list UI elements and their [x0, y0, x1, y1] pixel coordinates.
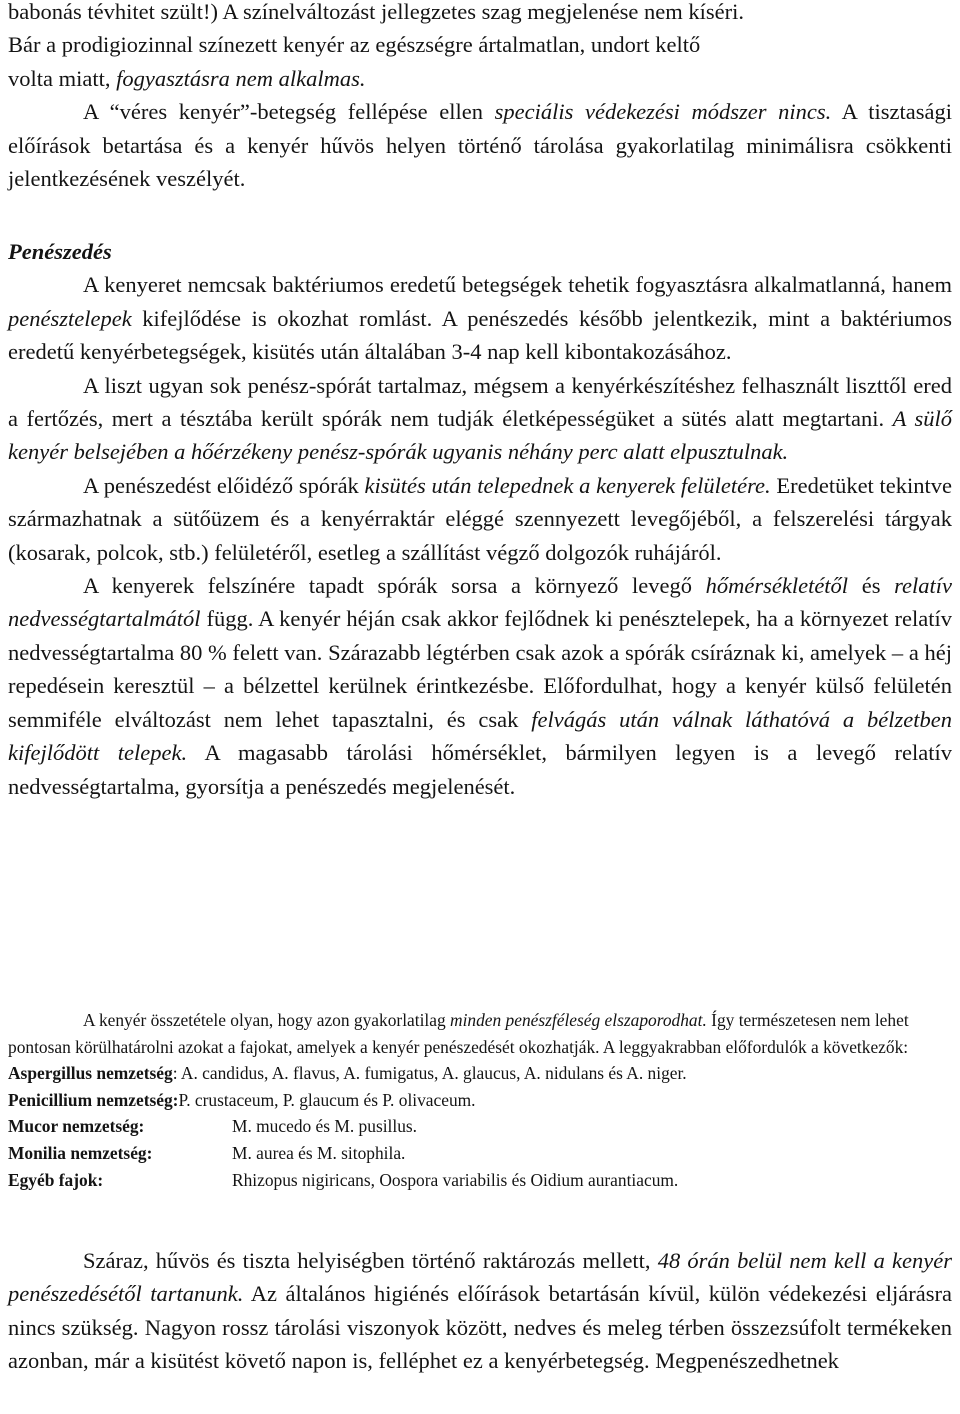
p2-text-c: kifejlődése is okozhat romlást. A penészedés később jelentkezik, mint a baktériumos eredetű kenyérbetegségek, kisütés után általában 3-4 nap kell kibontakozásához.: [8, 305, 952, 365]
intro-line-3b: fogyasztásra nem alkalmas.: [116, 65, 366, 91]
p1-text-c: A tisztasági előírások betartása és a kenyér hűvös helyen történő tárolása gyakorlatilag minimálisra csökkenti jelentkezésének veszélyét.: [8, 99, 952, 192]
p3-text-b: A sülő kenyér belsejében a hőérzékeny penész-spórák ugyanis néhány perc alatt elpusztulnak.: [8, 406, 952, 465]
species-note-block: [8, 1007, 952, 1193]
genus-species: P. crustaceum, P. glaucum és P. olivaceum.: [178, 1089, 476, 1110]
genus-species: M. mucedo és M. pusillus.: [232, 1116, 418, 1137]
paragraph-penesz-3: [8, 469, 952, 569]
storage-text-block: [8, 1244, 952, 1378]
intro-line-1: babonás tévhitet szült!) A színelváltozást jellegzetes szag megjelenése nem kíséri.: [8, 0, 744, 24]
genus-name: Mucor nemzetség:: [8, 1116, 145, 1137]
main-text-block: [8, 0, 952, 195]
genus-species: : A. candidus, A. flavus, A. fumigatus, A. glaucus, A. nidulans és A. niger.: [172, 1063, 687, 1084]
p5-text-e: függ. A kenyér héján csak akkor fejlődnek ki penésztelepek, ha a környezet relatív nedvességtartalma 80 % felett van. Szárazabb légtérben csak azok a spórák csíráznak ki, amelyek – a héj repedésein keresztül – a bélzettel kerülnek érintkezésbe. Előfordulhat, hogy a kenyér külső felületén semmiféle elváltozást nem lehet tapasztalni, és csak: [8, 606, 952, 732]
species-intro: [8, 1007, 952, 1060]
penesz-section: [8, 235, 952, 803]
genus-name: Aspergillus nemzetség: [8, 1063, 173, 1084]
paragraph-penesz-2: [8, 369, 952, 469]
p2-text-a: A kenyeret nemcsak baktériumos eredetű betegségek tehetik fogyasztásra alkalmatlanná, hanem: [83, 272, 952, 298]
intro-line-3a: volta miatt,: [8, 65, 117, 91]
p4-text-a: A penészedést előidéző spórák: [83, 472, 365, 498]
p5-text-f: felvágás után válnak láthatóvá a bélzetben kifejlődött telepek.: [8, 706, 952, 766]
genus-species: Rhizopus nigiricans, Oospora variabilis és Oidium aurantiacum.: [232, 1169, 679, 1190]
p3-text-a: A liszt ugyan sok penész-spórát tartalmaz, mégsem a kenyérkészítéshez felhasznált liszttől ered a fertőzés, mert a tésztába került spórák nem tudják életképességüket a sütés alatt megtartani.: [8, 372, 952, 432]
p1-text-a: A “véres kenyér”-betegség fellépése ellen: [83, 99, 495, 125]
p1-text-b: speciális védekezési módszer nincs.: [494, 99, 832, 125]
p5-text-d: relatív nedvességtartalmától: [8, 573, 953, 632]
section-heading: Penészedés: [8, 239, 112, 264]
intro-line-2: Bár a prodigiozinnal színezett kenyér az egészségre ártalmatlan, undort keltő: [8, 32, 701, 58]
genus-row-penicillium: [8, 1087, 952, 1114]
s1-text-b: minden penészféleség elszaporodhat.: [450, 1010, 707, 1030]
genus-row-mucor: [8, 1113, 952, 1140]
p5-text-g: A magasabb tárolási hőmérséklet, bármilyen legyen is a levegő relatív nedvességtartalma, gyorsítja a penészedés megjelenését.: [8, 740, 952, 799]
paragraph-penesz-4: [8, 569, 952, 803]
p4-text-c: Eredetüket tekintve származhatnak a sütőüzem és a kenyérraktár eléggé szennyezett levegőjéből, a felszerelési tárgyak (kosarak, polcok, stb.) felületéről, esetleg a szállítást végző dolgozók ruhájáról.: [8, 472, 953, 565]
s1-text-c: Így természetesen nem lehet pontosan körülhatárolni azokat a fajokat, amelyek a kenyér penészedését okozhatják. A leggyakrabban előfordulók a következők:: [8, 1010, 909, 1057]
genus-row-aspergillus: [8, 1060, 952, 1087]
s1-text-a: A kenyér összetétele olyan, hogy azon gyakorlatilag: [83, 1010, 451, 1030]
p4-text-b: kisütés után telepednek a kenyerek felületére.: [364, 472, 771, 498]
p2-text-b: penésztelepek: [8, 305, 132, 331]
genus-row-egyeb: [8, 1167, 952, 1194]
p5-text-c: és: [848, 573, 895, 599]
p6-text-b: 48 órán belül nem kell a kenyér penészedésétől tartanunk.: [8, 1248, 952, 1307]
paragraph-intro: [8, 0, 952, 95]
paragraph-veres-kenyer: [8, 95, 952, 195]
genus-species: M. aurea és M. sitophila.: [232, 1142, 406, 1163]
genus-name: Egyéb fajok:: [8, 1169, 104, 1190]
p6-text-a: Száraz, hűvös és tiszta helyiségben történő raktározás mellett,: [83, 1248, 658, 1273]
paragraph-storage: [8, 1244, 952, 1378]
p5-text-a: A kenyerek felszínére tapadt spórák sorsa a környező levegő: [83, 573, 706, 599]
genus-name: Penicillium nemzetség:: [8, 1089, 179, 1110]
p5-text-b: hőmérsékletétől: [705, 573, 849, 599]
genus-name: Monilia nemzetség:: [8, 1142, 153, 1163]
genus-row-monilia: [8, 1140, 952, 1167]
p6-text-c: Az általános higiénés előírások betartásán kívül, külön védekezési eljárásra nincs szükség. Nagyon rossz tárolási viszonyok között, nedves és meleg térben összezsúfolt termékeken azonban, már a kisütést követő napon is, felléphet ez a kenyérbetegség. Megpenészedhetnek: [8, 1281, 952, 1374]
paragraph-penesz-1: [8, 268, 952, 368]
